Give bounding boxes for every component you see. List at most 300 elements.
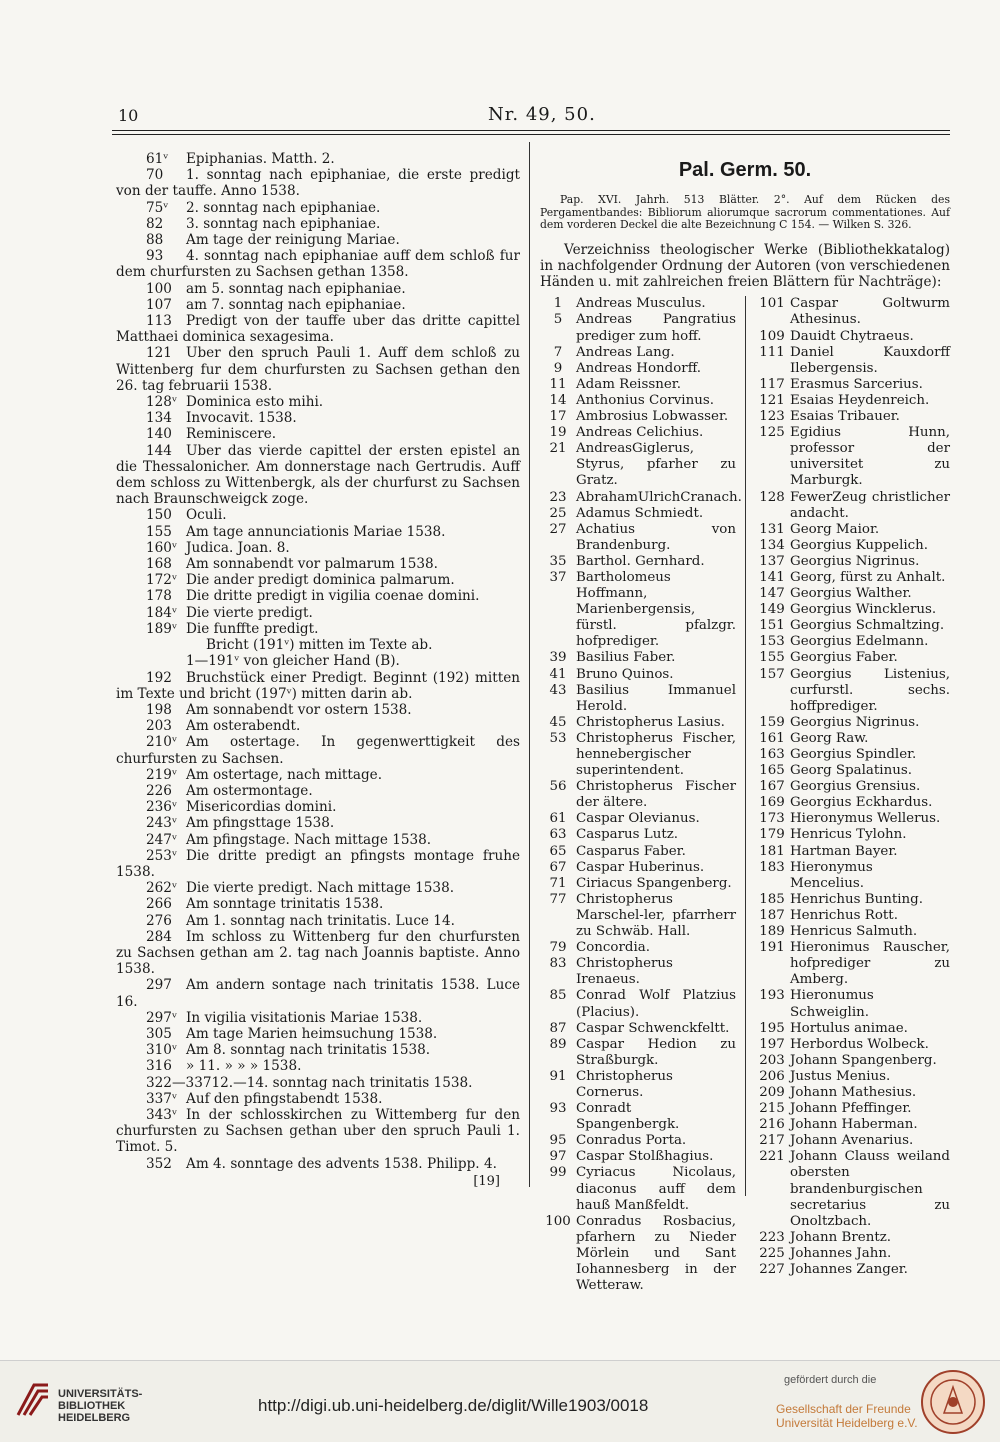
- folio-number: 149: [759, 602, 785, 618]
- folio-number: 123: [759, 409, 785, 425]
- author-entry: [540, 345, 736, 361]
- author-entry: [540, 667, 736, 683]
- author-name: Anthonius Corvinus.: [576, 392, 714, 408]
- sermon-entry: [116, 848, 520, 880]
- author-name: Ciriacus Spangenberg.: [576, 875, 732, 891]
- author-name: Daniel Kauxdorff Ilebergensis.: [790, 344, 950, 376]
- folio-number: 191: [759, 940, 785, 956]
- author-name: Erasmus Sarcerius.: [790, 376, 923, 392]
- author-entry: [540, 715, 736, 731]
- author-entry: [754, 1069, 950, 1085]
- folio-number: 343ᵛ: [146, 1106, 178, 1123]
- entry-text: Am pfingstage. Nach mittage 1538.: [186, 831, 432, 848]
- author-list-left: [540, 296, 742, 1294]
- entry-text: Oculi.: [186, 507, 227, 524]
- author-entry: [540, 827, 736, 843]
- entry-text: Bruchstück einer Predigt. Beginnt (192) mitten im Texte und bricht (197ᵛ) mitten darin ab.: [116, 669, 520, 702]
- author-name: Christopherus Lasius.: [576, 714, 725, 730]
- entry-text: Am tage der reinigung Mariae.: [186, 232, 400, 249]
- author-name: Georg Maior.: [790, 521, 880, 537]
- author-entry: [540, 1165, 736, 1213]
- library-name-line: BIBLIOTHEK: [58, 1400, 126, 1412]
- folio-number: 121: [146, 345, 172, 362]
- folio-number: 65: [549, 843, 567, 859]
- folio-number: 113: [146, 313, 172, 330]
- author-name: Hieronumus Schweiglin.: [790, 988, 874, 1020]
- column-divider: [529, 142, 530, 1187]
- folio-number: 71: [549, 875, 567, 891]
- sermon-entry: [116, 670, 520, 702]
- author-entry: [754, 811, 950, 827]
- entry-text: » 11. » » » 1538.: [186, 1058, 302, 1075]
- folio-number: 197: [759, 1036, 785, 1052]
- folio-number: 198: [146, 701, 172, 718]
- folio-number: 216: [759, 1117, 785, 1133]
- author-entry: [540, 940, 736, 956]
- author-name: Basilius Immanuel Herold.: [576, 682, 736, 714]
- entry-text: Am sonnabendt vor ostern 1538.: [186, 701, 412, 718]
- author-entry: [754, 409, 950, 425]
- folio-number: 221: [759, 1149, 785, 1165]
- folio-number: 192: [146, 669, 172, 686]
- sermon-entry: [116, 1156, 520, 1172]
- folio-number: 226: [146, 782, 172, 799]
- author-name: Georgius Grensius.: [790, 779, 921, 795]
- author-name: Christopherus Fischer, hennebergischer superintendent.: [576, 730, 736, 779]
- entry-text: 4. sonntag nach epiphaniae auff dem schloß fur dem churfursten zu Sachsen gethan 1358.: [116, 248, 520, 281]
- author-entry: [540, 361, 736, 377]
- author-name: FewerZeug christlicher andacht.: [790, 489, 950, 521]
- author-entry: [754, 377, 950, 393]
- author-name: Johann Avenarius.: [790, 1133, 914, 1149]
- author-entry: [754, 1101, 950, 1117]
- sermon-entry: [116, 913, 520, 929]
- author-name: Johannes Jahn.: [790, 1245, 892, 1261]
- entry-text: Die vierte predigt. Nach mittage 1538.: [186, 880, 455, 897]
- author-entry: [540, 844, 736, 860]
- author-name: Conradus Rosbacius, pfarhern zu Nieder Mörlein und Sant Iohannesberg in der Wetteraw.: [576, 1213, 736, 1294]
- sermon-entry: [116, 540, 520, 556]
- folio-number: 79: [549, 940, 567, 956]
- author-entry: [540, 425, 736, 441]
- sermon-entry: [116, 929, 520, 978]
- folio-number: 210ᵛ: [146, 734, 178, 751]
- sermon-entry: [116, 313, 520, 345]
- entry-text: 12.—14. sonntag nach trinitatis 1538.: [211, 1074, 473, 1091]
- folio-number: 284: [146, 928, 172, 945]
- folio-number: 1: [553, 296, 563, 312]
- author-name: Achatius von Brandenburg.: [576, 521, 736, 553]
- sermon-entry: [116, 767, 520, 783]
- entry-text: Die vierte predigt.: [186, 604, 313, 621]
- folio-number: 305: [146, 1025, 172, 1042]
- author-name: Georgius Schmaltzing.: [790, 618, 945, 634]
- author-entry: [540, 393, 736, 409]
- folio-number: 82: [146, 215, 164, 232]
- sermon-entry: [116, 1058, 520, 1074]
- author-name: Georgius Wincklerus.: [790, 602, 937, 618]
- entry-text: 3. sonntag nach epiphaniae.: [186, 215, 381, 232]
- author-entry: [540, 554, 736, 570]
- folio-number: 247ᵛ: [146, 831, 178, 848]
- author-name: Concordia.: [576, 940, 650, 956]
- author-name: Henricus Salmuth.: [790, 924, 918, 940]
- author-entry: [754, 1053, 950, 1069]
- folio-number: 163: [759, 747, 785, 763]
- sermon-entry: [116, 216, 520, 232]
- author-name: Esaias Heydenreich.: [790, 392, 930, 408]
- folio-number: 155: [759, 650, 785, 666]
- author-name: Johann Spangenberg.: [790, 1052, 937, 1068]
- folio-number: 165: [759, 763, 785, 779]
- author-entry: [540, 489, 742, 506]
- author-entry: [540, 296, 736, 312]
- entry-text: Bricht (191ᵛ) mitten im Texte ab.: [206, 637, 433, 654]
- folio-number: 100: [146, 280, 172, 297]
- author-entry: [754, 763, 950, 779]
- author-name: Conradt Spangenbergk.: [576, 1101, 680, 1133]
- list-divider: [745, 296, 746, 1196]
- author-name: Conradus Porta.: [576, 1133, 687, 1149]
- header-rule-thin: [112, 134, 950, 135]
- folio-number: 203: [146, 718, 172, 735]
- author-name: Adam Reissner.: [576, 376, 681, 392]
- folio-number: 5: [553, 312, 563, 328]
- sermon-entry: [116, 588, 520, 604]
- entry-text: Invocavit. 1538.: [186, 410, 297, 427]
- folio-number: 83: [549, 956, 567, 972]
- folio-number: 56: [549, 779, 567, 795]
- folio-number: 107: [146, 296, 172, 313]
- author-entry: [754, 731, 950, 747]
- author-entry: [540, 731, 736, 779]
- author-name: Johann Brentz.: [790, 1229, 892, 1245]
- author-entry: [540, 956, 736, 988]
- author-name: Johann Mathesius.: [790, 1084, 917, 1100]
- entry-text: Am 8. sonntag nach trinitatis 1538.: [186, 1042, 431, 1059]
- university-seal-icon: [920, 1369, 986, 1435]
- folio-number: 37: [549, 569, 567, 585]
- entry-text: Predigt von der tauffe uber das dritte capittel Matthaei dominica sexagesima.: [116, 313, 520, 346]
- author-entry: [540, 1214, 736, 1294]
- sermon-entry: [116, 815, 520, 831]
- author-entry: [754, 554, 950, 570]
- author-entry: [754, 667, 950, 715]
- folio-number: 262ᵛ: [146, 880, 178, 897]
- folio-number: 14: [549, 392, 567, 408]
- author-name: Barthol. Gernhard.: [576, 553, 705, 569]
- sermon-entry: [116, 200, 520, 216]
- author-entry: [754, 988, 950, 1020]
- sermon-entry: [116, 653, 520, 669]
- author-name: Caspar Olevianus.: [576, 811, 700, 827]
- folio-number: 181: [759, 843, 785, 859]
- folio-number: 43: [549, 682, 567, 698]
- entry-text: Reminiscere.: [186, 426, 277, 443]
- author-name: Johannes Zanger.: [790, 1262, 908, 1278]
- sermon-entry: [116, 896, 520, 912]
- author-name: Caspar Huberinus.: [576, 859, 705, 875]
- digital-copy-link[interactable]: http://digi.ub.uni-heidelberg.de/diglit/Wille1903/0018: [258, 1396, 649, 1415]
- author-entry: [540, 441, 736, 489]
- sermon-entry: [116, 605, 520, 621]
- author-name: Georgius Kuppelich.: [790, 537, 929, 553]
- author-list-right: [754, 296, 950, 1278]
- footer-bar: [0, 1360, 1000, 1442]
- author-name: Georgius Eckhardus.: [790, 795, 933, 811]
- author-entry: [754, 924, 950, 940]
- sermon-entry: [116, 734, 520, 766]
- folio-number: 93: [549, 1101, 567, 1117]
- folio-number: 337ᵛ: [146, 1090, 178, 1107]
- entry-text: Die funffte predigt.: [186, 620, 319, 637]
- page-marker: [19]: [473, 1173, 500, 1189]
- entry-text: Im schloss zu Wittenberg fur den churfursten zu Sachsen gethan am 2. tag nach Joannis baptiste. Anno 1538.: [116, 928, 520, 978]
- author-name: Christopherus Fischer der ältere.: [576, 779, 736, 811]
- author-entry: [754, 538, 950, 554]
- entry-text: 1—191ᵛ von gleicher Hand (B).: [186, 653, 400, 670]
- folio-number: 322—337: [146, 1074, 212, 1091]
- folio-number: 195: [759, 1020, 785, 1036]
- author-entry: [540, 522, 736, 554]
- sermon-entry: [116, 832, 520, 848]
- folio-number: 17: [549, 409, 567, 425]
- author-entry: [540, 876, 736, 892]
- sermon-entry: [116, 572, 520, 588]
- folio-number: 87: [549, 1020, 567, 1036]
- entry-text: Die dritte predigt an pfingsts montage fruhe 1538.: [116, 847, 520, 880]
- author-entry: [540, 570, 736, 650]
- author-name: Herbordus Wolbeck.: [790, 1036, 929, 1052]
- author-entry: [754, 602, 950, 618]
- folio-number: 167: [759, 779, 785, 795]
- folio-number: 206: [759, 1068, 785, 1084]
- author-name: Casparus Lutz.: [576, 827, 679, 843]
- folio-number: 227: [759, 1262, 785, 1278]
- entry-text: Uber den spruch Pauli 1. Auff dem schloß zu Wittenberg fur dem churfursten zu Sachsen gethan den 26. tag februarii 1538.: [116, 345, 520, 394]
- folio-number: 157: [759, 666, 785, 682]
- sermon-entry: [116, 1042, 520, 1058]
- folio-number: 101: [759, 296, 785, 312]
- folio-number: 215: [759, 1101, 785, 1117]
- folio-number: 11: [549, 376, 567, 392]
- page-number: 10: [118, 106, 139, 125]
- sermon-entry: [116, 880, 520, 896]
- sponsor-name: [776, 1402, 918, 1430]
- author-name: Hieronymus Mencelius.: [790, 859, 873, 891]
- folio-number: 316: [146, 1058, 172, 1075]
- author-entry: [754, 1037, 950, 1053]
- catalog-intro: Verzeichniss theologischer Werke (Bibliothekkatalog) in nachfolgender Ordnung der Autoren (von verschiedenen Händen u. mit zahlreichen freien Blättern für Nachträge):: [540, 241, 950, 291]
- author-name: Hartman Bayer.: [790, 843, 898, 859]
- sermon-entry: [116, 637, 520, 653]
- sermon-entry: [116, 345, 520, 394]
- sermon-entry: [116, 718, 520, 734]
- entry-text: Am tage annunciationis Mariae 1538.: [186, 523, 446, 540]
- entry-text: am 7. sonntag nach epiphaniae.: [186, 296, 406, 313]
- author-entry: [754, 296, 950, 328]
- folio-number: 100: [545, 1213, 571, 1229]
- entry-text: am 5. sonntag nach epiphaniae.: [186, 280, 406, 297]
- author-name: Esaias Tribauer.: [790, 409, 900, 425]
- folio-number: 99: [549, 1165, 567, 1181]
- page-header: [118, 106, 958, 132]
- author-entry: [754, 795, 950, 811]
- sermon-entry: [116, 783, 520, 799]
- folio-number: 193: [759, 988, 785, 1004]
- author-name: Hieronymus Wellerus.: [790, 811, 941, 827]
- author-entry: [754, 393, 950, 409]
- author-name: Johann Clauss weiland obersten brandenburgischen secretarius zu Onoltzbach.: [790, 1149, 950, 1229]
- folio-number: 77: [549, 891, 567, 907]
- folio-number: 172ᵛ: [146, 572, 178, 589]
- author-entry: [754, 779, 950, 795]
- sermon-entry: [116, 977, 520, 1009]
- entry-text: Am pfingsttage 1538.: [186, 815, 335, 832]
- folio-number: 25: [549, 505, 567, 521]
- folio-number: 253ᵛ: [146, 847, 178, 864]
- author-name: Justus Menius.: [790, 1068, 891, 1084]
- library-logo-icon: [14, 1381, 52, 1419]
- folio-number: 203: [759, 1052, 785, 1068]
- sermon-entry: [116, 1091, 520, 1107]
- author-entry: [754, 940, 950, 988]
- author-entry: [754, 1021, 950, 1037]
- author-entry: [754, 522, 950, 538]
- folio-number: 155: [146, 523, 172, 540]
- entry-text: Am ostertage, nach mittage.: [186, 766, 383, 783]
- author-entry: [754, 570, 950, 586]
- author-entry: [754, 329, 950, 345]
- folio-number: 128: [759, 489, 785, 505]
- entry-text: Epiphanias. Matth. 2.: [186, 151, 335, 167]
- sermon-entry: [116, 1075, 520, 1091]
- sermon-entry: [116, 443, 520, 508]
- folio-number: 150: [146, 507, 172, 524]
- folio-number: 19: [549, 425, 567, 441]
- folio-number: 297ᵛ: [146, 1009, 178, 1026]
- author-name: Hieronimus Rauscher, hofprediger zu Amberg.: [790, 940, 950, 988]
- left-column: [116, 151, 520, 1190]
- sermon-entry: [116, 248, 520, 280]
- folio-number: 9: [553, 360, 563, 376]
- author-entry: [540, 860, 736, 876]
- folio-number: 137: [759, 553, 785, 569]
- entry-text: In der schlosskirchen zu Wittemberg fur den churfursten zu Sachsen gethan uber den spruch Pauli 1. Timot. 5.: [116, 1106, 520, 1156]
- author-name: Ambrosius Lobwasser.: [576, 409, 729, 425]
- sermon-entry: [116, 297, 520, 313]
- folio-number: 97: [549, 1149, 567, 1165]
- entry-text: Judica. Joan. 8.: [186, 539, 290, 556]
- author-name: Johann Haberman.: [790, 1117, 918, 1133]
- entry-text: Am 1. sonntag nach trinitatis. Luce 14.: [186, 912, 455, 929]
- author-name: Caspar Hedion zu Straßburgk.: [576, 1036, 736, 1068]
- source-description: Pap. XVI. Jahrh. 513 Blätter. 2°. Auf dem Rücken des Pergamentbandes: Bibliorum aliorumque sacrorum commentationes. Auf dem vorderen Deckel die alte Bezeichnung C 154. — Wilken S. 326.: [540, 193, 950, 232]
- sermon-entry: [116, 167, 520, 199]
- folio-number: 159: [759, 714, 785, 730]
- author-entry: [754, 586, 950, 602]
- sermon-entry: [116, 507, 520, 523]
- author-name: Georgius Listenius, curfurstl. sechs. hoffprediger.: [790, 666, 950, 714]
- entry-text: Am ostermontage.: [186, 782, 313, 799]
- author-name: Georgius Spindler.: [790, 747, 917, 763]
- author-name: Andreas Musculus.: [576, 296, 706, 312]
- folio-number: 297: [146, 977, 172, 994]
- author-entry: [754, 345, 950, 377]
- author-name: Bruno Quinos.: [576, 666, 674, 682]
- author-entry: [754, 1149, 950, 1229]
- author-entry: [540, 377, 736, 393]
- author-entry: [754, 425, 950, 489]
- author-name: Dauidt Chytraeus.: [790, 328, 914, 344]
- folio-number: 153: [759, 634, 785, 650]
- sermon-entry: [116, 426, 520, 442]
- author-name: Bartholomeus Hoffmann, Marienbergensis, fürstl. pfalzgr. hofprediger.: [576, 569, 736, 650]
- right-column: [540, 151, 950, 1294]
- entry-text: Auf den pfingstabendt 1538.: [186, 1090, 383, 1107]
- folio-number: 21: [549, 441, 567, 457]
- library-name-line: HEIDELBERG: [58, 1412, 131, 1424]
- author-name: Christopherus Irenaeus.: [576, 956, 673, 988]
- sermon-entry: [116, 556, 520, 572]
- sermon-entry: [116, 410, 520, 426]
- sermon-entry: [116, 702, 520, 718]
- library-name: [58, 1388, 142, 1424]
- entry-text: Am 4. sonntage des advents 1538. Philipp. 4.: [186, 1155, 497, 1172]
- folio-number: 75ᵛ: [146, 199, 169, 216]
- folio-number: 310ᵛ: [146, 1042, 178, 1059]
- author-name: Caspar Stolßhagius.: [576, 1149, 714, 1165]
- author-entry: [540, 892, 736, 940]
- author-name: Andreas Hondorff.: [576, 360, 701, 376]
- folio-number: 61: [549, 811, 567, 827]
- author-name: Georgius Edelmann.: [790, 634, 929, 650]
- folio-number: 23: [549, 489, 567, 505]
- author-entry: [754, 892, 950, 908]
- library-name-line: UNIVERSITÄTS-: [58, 1388, 143, 1400]
- folio-number: 161: [759, 730, 785, 746]
- folio-number: 70: [146, 167, 164, 184]
- author-name: Andreas Pangratius prediger zum hoff.: [576, 312, 736, 344]
- sponsor-name-line: Universität Heidelberg e.V.: [776, 1416, 918, 1430]
- folio-number: 41: [549, 666, 567, 682]
- author-name: Johann Pfeffinger.: [790, 1101, 912, 1117]
- folio-number: 179: [759, 827, 785, 843]
- folio-number: 121: [759, 392, 785, 408]
- author-entry: [754, 1230, 950, 1246]
- sermon-entry: [116, 1026, 520, 1042]
- author-entry: [754, 1133, 950, 1149]
- author-name: Georgius Nigrinus.: [790, 553, 920, 569]
- folio-number: 352: [146, 1155, 172, 1172]
- folio-number: 243ᵛ: [146, 815, 178, 832]
- entry-text: Die ander predigt dominica palmarum.: [186, 572, 455, 589]
- folio-number: 189ᵛ: [146, 620, 178, 637]
- folio-number: 131: [759, 521, 785, 537]
- entry-text: 1. sonntag nach epiphaniae, die erste predigt von der tauffe. Anno 1538.: [116, 167, 520, 200]
- folio-number: 63: [549, 827, 567, 843]
- folio-number: 125: [759, 425, 785, 441]
- sponsor-label: gefördert durch die: [784, 1374, 877, 1386]
- author-entry: [540, 1021, 736, 1037]
- folio-number: 173: [759, 811, 785, 827]
- folio-number: 184ᵛ: [146, 604, 178, 621]
- entry-text: In vigilia visitationis Mariae 1538.: [186, 1009, 423, 1026]
- folio-number: 266: [146, 896, 172, 913]
- folio-number: 39: [549, 650, 567, 666]
- folio-number: 178: [146, 588, 172, 605]
- author-name: Cyriacus Nicolaus, diaconus auff dem hauß Manßfeldt.: [576, 1165, 736, 1213]
